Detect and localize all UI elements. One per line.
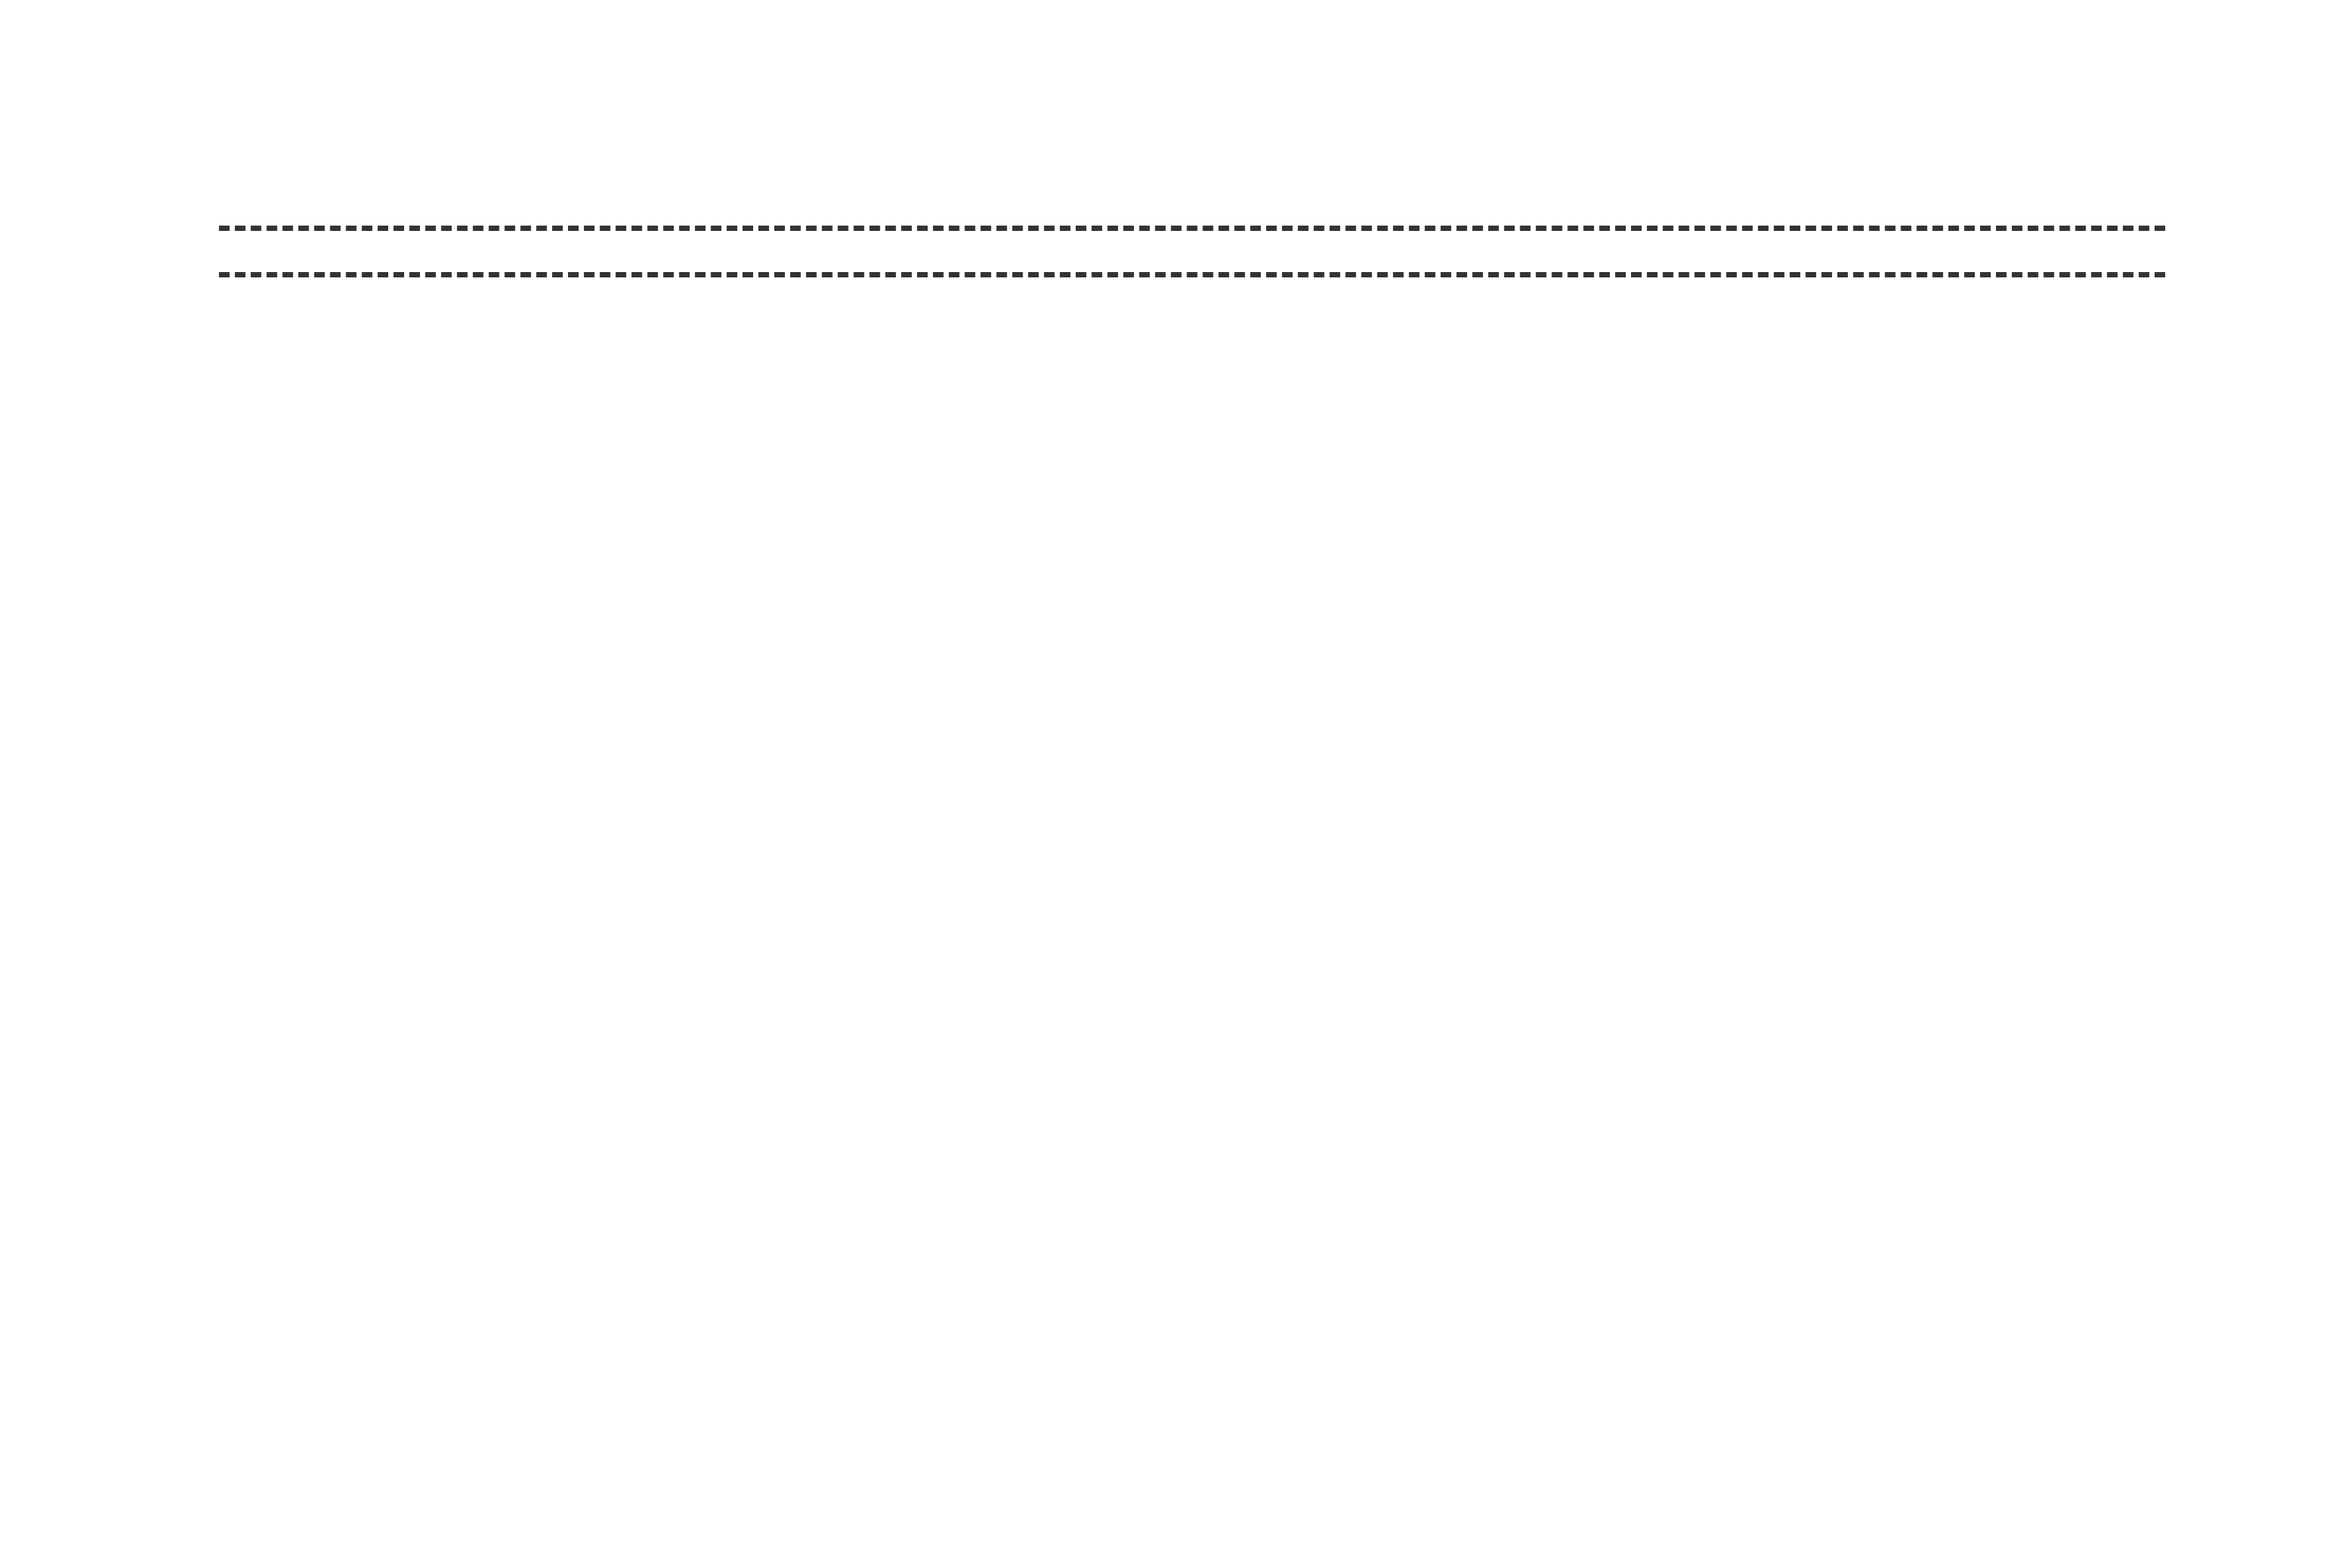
table-row (272, 1327, 2152, 1374)
column-3 (1612, 236, 1878, 269)
table-row (272, 1281, 2152, 1327)
table-row (272, 1095, 2152, 1141)
top-dashed-rule (219, 226, 2165, 231)
table-row (272, 1141, 2152, 1188)
column-2 (1347, 236, 1612, 269)
table-row (272, 1188, 2152, 1234)
table-row (272, 723, 2152, 770)
table-row (272, 677, 2152, 723)
table-row (272, 909, 2152, 956)
column-header (219, 236, 2165, 269)
table-row (272, 1234, 2152, 1281)
column-1 (219, 236, 1347, 269)
table-row (272, 445, 2152, 491)
bottom-dashed-rule (219, 272, 2165, 277)
table-row (272, 584, 2152, 630)
table-row (272, 1002, 2152, 1048)
table-row (272, 352, 2152, 398)
table-row (272, 305, 2152, 352)
table-row (272, 1048, 2152, 1095)
data-table (272, 305, 2152, 1420)
table-row (272, 537, 2152, 584)
table-row (272, 956, 2152, 1002)
table-row (272, 398, 2152, 445)
table-row (272, 491, 2152, 537)
column-4 (1878, 236, 2165, 269)
table-row (272, 1374, 2152, 1420)
page-header (219, 133, 2132, 186)
table-row (272, 630, 2152, 677)
table-row (272, 816, 2152, 863)
table-row (272, 863, 2152, 909)
table-row (272, 770, 2152, 816)
